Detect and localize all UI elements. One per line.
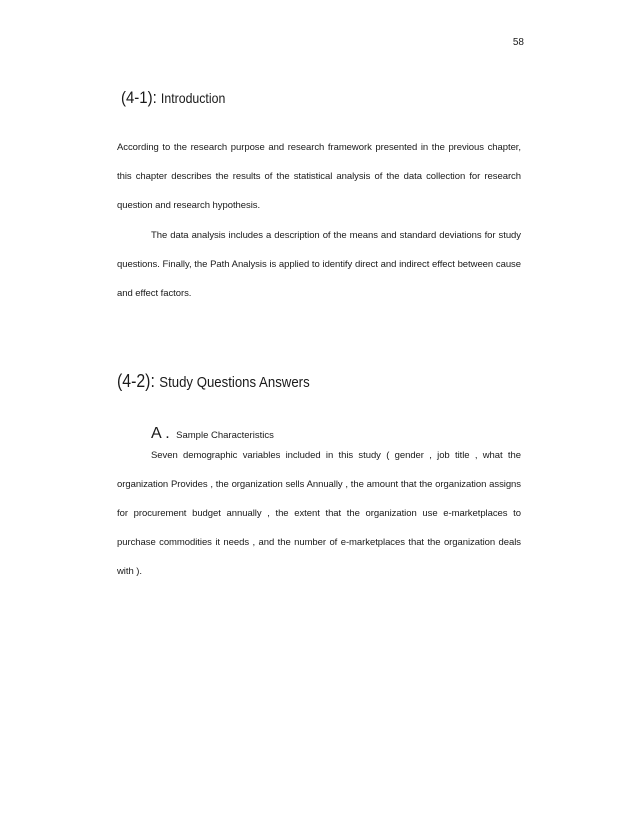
- section-title: Study Questions Answers: [159, 374, 310, 391]
- section-heading-introduction: [121, 88, 225, 108]
- subsection-title: Sample Characteristics: [176, 430, 274, 441]
- section-title: Introduction: [160, 90, 226, 106]
- intro-paragraph-2: The data analysis includes a description of the means and standard deviations for study questions. Finally, the Path Analysis is applied to identify direct and indirect effect between cause and effect factors.: [117, 230, 521, 299]
- intro-paragraph-1: According to the research purpose and research framework presented in the previous chapter, this chapter describes the results of the statistical analysis of the data collection for research question and research hypothesis.: [117, 142, 521, 211]
- page-number: 58: [512, 37, 524, 48]
- section-number: (4-2):: [117, 371, 155, 391]
- subsection-letter: A .: [151, 425, 170, 442]
- section-number: (4-1):: [121, 88, 157, 107]
- sample-paragraph: Seven demographic variables included in this study ( gender , job title , what the organization Provides , the organization sells Annually , the amount that the organization assigns for procurement budget annually , the extent that the organization use e-marketplaces to purchase commodities it needs , and the number of e-marketplaces that the organization deals with ).: [117, 450, 521, 577]
- section-heading-study-questions: [117, 371, 310, 392]
